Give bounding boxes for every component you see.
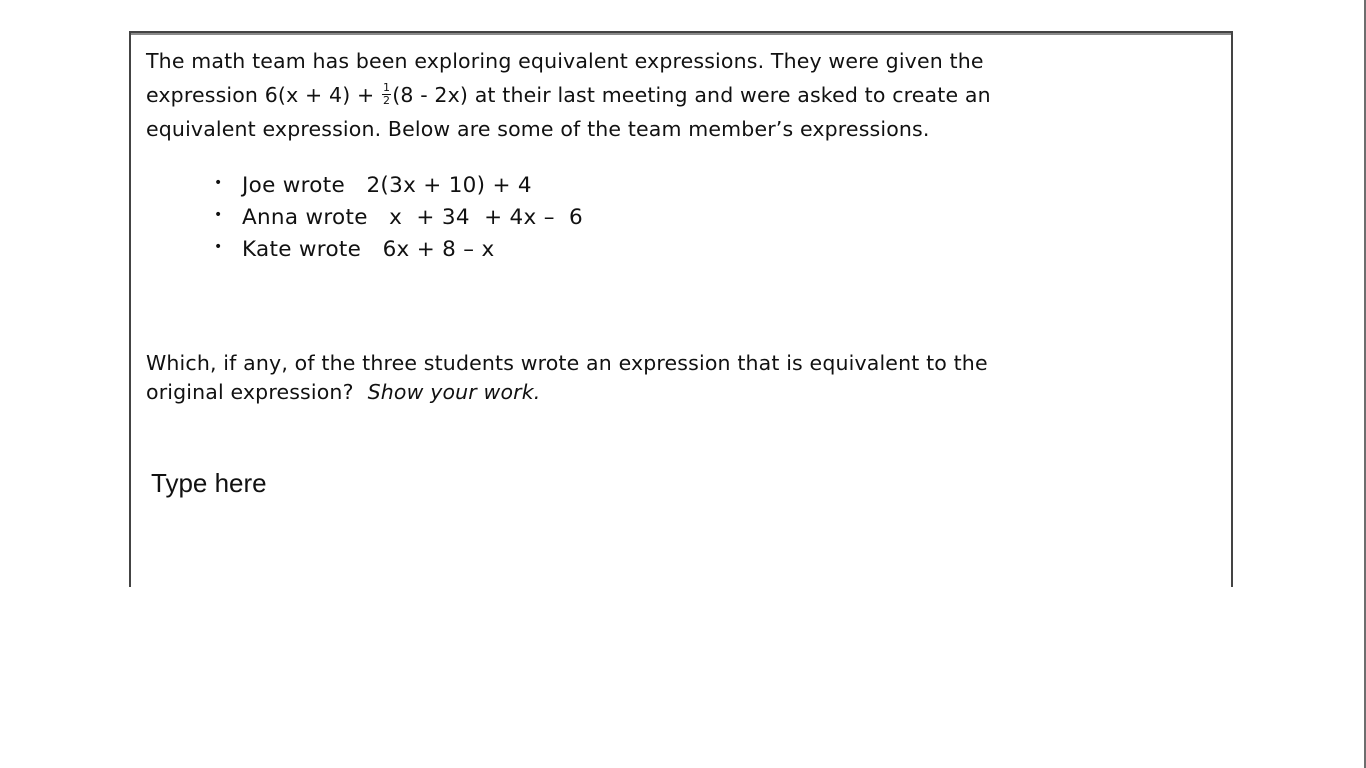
frame-top-rule bbox=[131, 33, 1231, 35]
problem-intro bbox=[146, 44, 1146, 146]
one-half-fraction bbox=[382, 82, 391, 107]
fraction-denominator: 2 bbox=[383, 93, 391, 107]
intro-line-2-start: expression 6(x + 4) + bbox=[146, 83, 382, 107]
question-prompt bbox=[146, 349, 1206, 407]
student-expression: x + 34 + 4x – 6 bbox=[389, 204, 583, 230]
bullet-icon: • bbox=[214, 207, 223, 223]
bullet-icon: • bbox=[214, 175, 223, 192]
fraction-numerator: 1 bbox=[383, 80, 391, 94]
list-item bbox=[214, 170, 583, 202]
student-name: Joe wrote bbox=[242, 173, 346, 198]
question-line-2-text: original expression? bbox=[146, 380, 354, 404]
question-line-2 bbox=[146, 378, 1206, 407]
list-item bbox=[214, 202, 583, 234]
intro-line-1: The math team has been exploring equivalent expressions. They were given the bbox=[146, 49, 984, 73]
bullet-icon: • bbox=[214, 238, 223, 255]
intro-line-3: equivalent expression. Below are some of the team member’s expressions. bbox=[146, 117, 930, 141]
answer-input[interactable] bbox=[147, 463, 1217, 573]
student-expression: 2(3x + 10) + 4 bbox=[366, 173, 532, 198]
show-work-instruction: Show your work. bbox=[367, 380, 541, 404]
student-expressions-list bbox=[214, 170, 583, 265]
intro-line-2-end: (8 - 2x) at their last meeting and were asked to create an bbox=[392, 83, 991, 107]
intro-line-2 bbox=[146, 78, 1146, 112]
student-name: Kate wrote bbox=[242, 236, 362, 262]
student-expression: 6x + 8 – x bbox=[382, 236, 495, 262]
question-line-1: Which, if any, of the three students wrote an expression that is equivalent to the bbox=[146, 351, 988, 375]
list-item bbox=[214, 234, 583, 266]
student-name: Anna wrote bbox=[242, 204, 368, 230]
